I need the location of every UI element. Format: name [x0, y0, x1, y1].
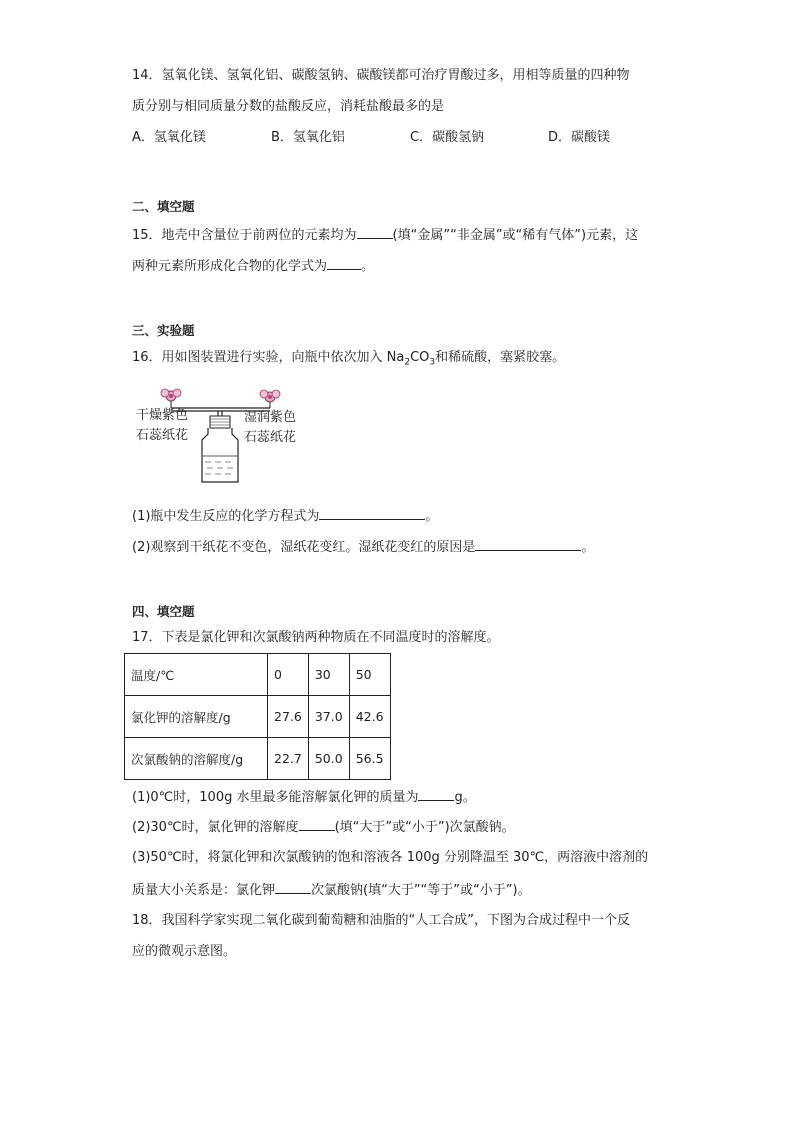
table-cell: 37.0	[308, 696, 349, 738]
q16-intro-text-b: 和稀硫酸，塞紧胶塞。	[435, 350, 566, 365]
q17-part2-text-a: (2)30℃时，氯化钾的溶解度	[132, 820, 299, 835]
section-heading-2: 二、填空题	[132, 199, 195, 214]
fig-left-label-1: 干燥紫色	[136, 408, 189, 423]
q14-line1: 14．氢氧化镁、氢氧化铝、碳酸氢钠、碳酸镁都可治疗胃酸过多，用相等质量的四种物	[132, 68, 630, 83]
q17-part3-line2	[132, 879, 531, 901]
q16-blank-1[interactable]	[319, 505, 425, 520]
table-cell: 27.6	[268, 696, 309, 738]
q16-part1	[132, 505, 438, 527]
q17-blank-1[interactable]	[418, 786, 454, 801]
table-row	[125, 654, 391, 696]
q17-blank-3[interactable]	[275, 879, 311, 894]
table-cell: 氯化钾的溶解度/g	[125, 696, 268, 738]
fig-right-label-2: 石蕊纸花	[244, 430, 297, 445]
q16-part2	[132, 536, 594, 558]
q17-part3-text-a: 质量大小关系是：氯化钾	[132, 883, 276, 898]
fig-left-label-2: 石蕊纸花	[136, 428, 189, 443]
q15-line2-text-b: 。	[361, 259, 375, 274]
q16-part2-text-b: 。	[581, 540, 595, 555]
fig-right-label-1: 湿润紫色	[244, 410, 297, 425]
rubber-stopper-icon	[210, 416, 230, 428]
section-heading-3: 三、实验题	[132, 323, 195, 338]
q16-part2-text-a: (2)观察到干纸花不变色，湿纸花变红。湿纸花变红的原因是	[132, 540, 476, 555]
q14-option-d: D．碳酸镁	[548, 130, 611, 145]
table-row	[125, 696, 391, 738]
q17-part1-text-b: g。	[454, 790, 476, 805]
q16-intro-sub-1: 2	[404, 357, 411, 368]
q17-part2	[132, 816, 515, 838]
table-cell: 次氯酸钠的溶解度/g	[125, 738, 268, 780]
q16-apparatus-figure	[134, 384, 314, 484]
q16-intro	[132, 348, 565, 373]
solubility-table	[124, 653, 391, 780]
table-cell: 0	[268, 654, 309, 696]
q18-line2: 应的微观示意图。	[132, 944, 237, 959]
table-row	[125, 738, 391, 780]
q18-line1: 18．我国科学家实现二氧化碳到葡萄糖和油脂的“人工合成”，下图为合成过程中一个反	[132, 913, 631, 928]
wet-litmus-flower-icon	[260, 390, 280, 408]
q16-blank-2[interactable]	[475, 536, 581, 551]
q15-line1-text-a: 15．地壳中含量位于前两位的元素均为	[132, 228, 357, 243]
q15-line2-text-a: 两种元素所形成化合物的化学式为	[132, 259, 328, 274]
q15-line2	[132, 255, 374, 277]
q17-part2-text-b: (填“大于”或“小于”)次氯酸钠。	[334, 820, 515, 835]
q17-part1	[132, 786, 476, 808]
q17-part1-text-a: (1)0℃时，100g 水里最多能溶解氯化钾的质量为	[132, 790, 419, 805]
q16-intro-text-a: 16．用如图装置进行实验，向瓶中依次加入 Na	[132, 350, 405, 365]
q15-blank-1[interactable]	[357, 224, 393, 239]
q14-line2: 质分别与相同质量分数的盐酸反应，消耗盐酸最多的是	[132, 99, 445, 114]
q15-line1-text-b: (填“金属”“非金属”或“稀有气体”)元素，这	[392, 228, 639, 243]
q14-option-c: C．碳酸氢钠	[410, 130, 485, 145]
table-cell: 30	[308, 654, 349, 696]
q17-intro: 17．下表是氯化钾和次氯酸钠两种物质在不同温度时的溶解度。	[132, 630, 500, 645]
q16-intro-sub-2: 3	[429, 357, 436, 368]
table-cell: 42.6	[349, 696, 390, 738]
q14-option-b: B．氢氧化铝	[271, 130, 345, 145]
q15-line1	[132, 224, 638, 246]
q17-blank-2[interactable]	[299, 816, 335, 831]
table-cell: 56.5	[349, 738, 390, 780]
table-cell: 50.0	[308, 738, 349, 780]
q16-part1-text-b: 。	[425, 509, 439, 524]
q14-option-a: A．氢氧化镁	[132, 130, 206, 145]
q16-intro-text-mid: CO	[410, 350, 430, 365]
table-cell: 50	[349, 654, 390, 696]
q17-part3-line1: (3)50℃时，将氯化钾和次氯酸钠的饱和溶液各 100g 分别降温至 30℃，两溶液中溶剂的	[132, 850, 649, 865]
q15-blank-2[interactable]	[327, 255, 361, 270]
q17-part3-text-b: 次氯酸钠(填“大于”“等于”或“小于”)。	[311, 883, 531, 898]
reaction-bottle-icon	[202, 428, 238, 482]
table-cell: 温度/℃	[125, 654, 268, 696]
table-cell: 22.7	[268, 738, 309, 780]
section-heading-4: 四、填空题	[132, 604, 195, 619]
q16-part1-text-a: (1)瓶中发生反应的化学方程式为	[132, 509, 320, 524]
